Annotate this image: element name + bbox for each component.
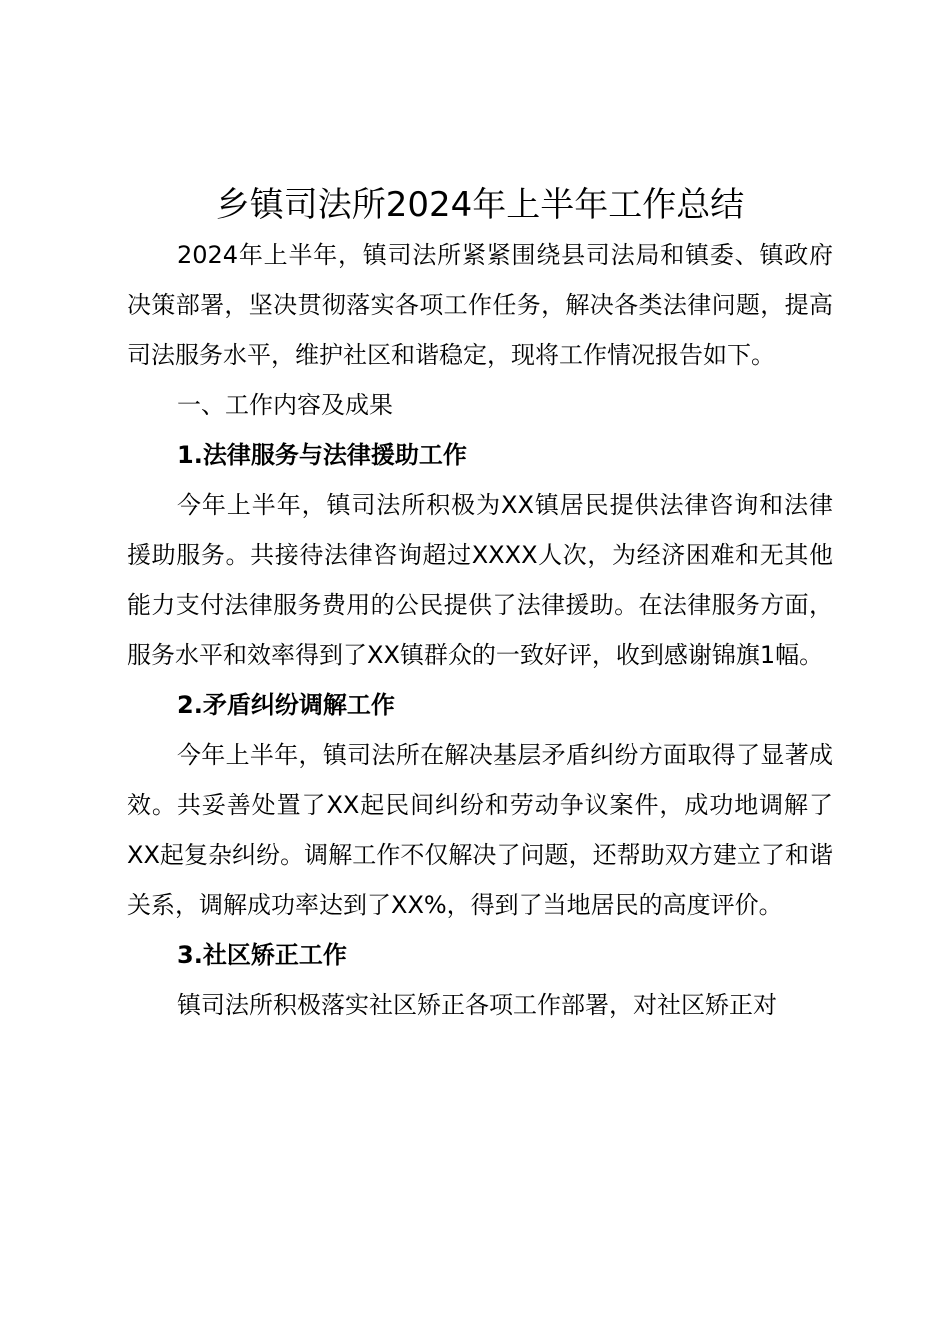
- subsection-heading-community-correction: 3.社区矫正工作: [177, 941, 347, 969]
- section-heading: 一、工作内容及成果: [177, 391, 393, 419]
- intro-paragraph: 2024年上半年，镇司法所紧紧围绕县司法局和镇委、镇政府决策部署，坚决贯彻落实各项工作任务，解决各类法律问题，提高司法服务水平，维护社区和谐稳定，现将工作情况报告如下。: [127, 241, 833, 369]
- subsection-heading-mediation: 2.矛盾纠纷调解工作: [177, 691, 395, 719]
- document-content: [127, 180, 833, 1030]
- document-title: 乡镇司法所2024年上半年工作总结: [215, 185, 745, 225]
- subsection-body-community-correction: 镇司法所积极落实社区矫正各项工作部署，对社区矫正对: [177, 991, 777, 1019]
- subsection-heading-legal-aid: 1.法律服务与法律援助工作: [177, 441, 467, 469]
- subsection-body-mediation: 今年上半年，镇司法所在解决基层矛盾纠纷方面取得了显著成效。共妥善处置了XX起民间纠纷和劳动争议案件，成功地调解了XX起复杂纠纷。调解工作不仅解决了问题，还帮助双方建立了和谐关系，调解成功率达到了XX%，得到了当地居民的高度评价。: [127, 741, 833, 919]
- subsection-body-legal-aid: 今年上半年，镇司法所积极为XX镇居民提供法律咨询和法律援助服务。共接待法律咨询超过XXXX人次，为经济困难和无其他能力支付法律服务费用的公民提供了法律援助。在法律服务方面，服务水平和效率得到了XX镇群众的一致好评，收到感谢锦旗1幅。: [127, 491, 833, 669]
